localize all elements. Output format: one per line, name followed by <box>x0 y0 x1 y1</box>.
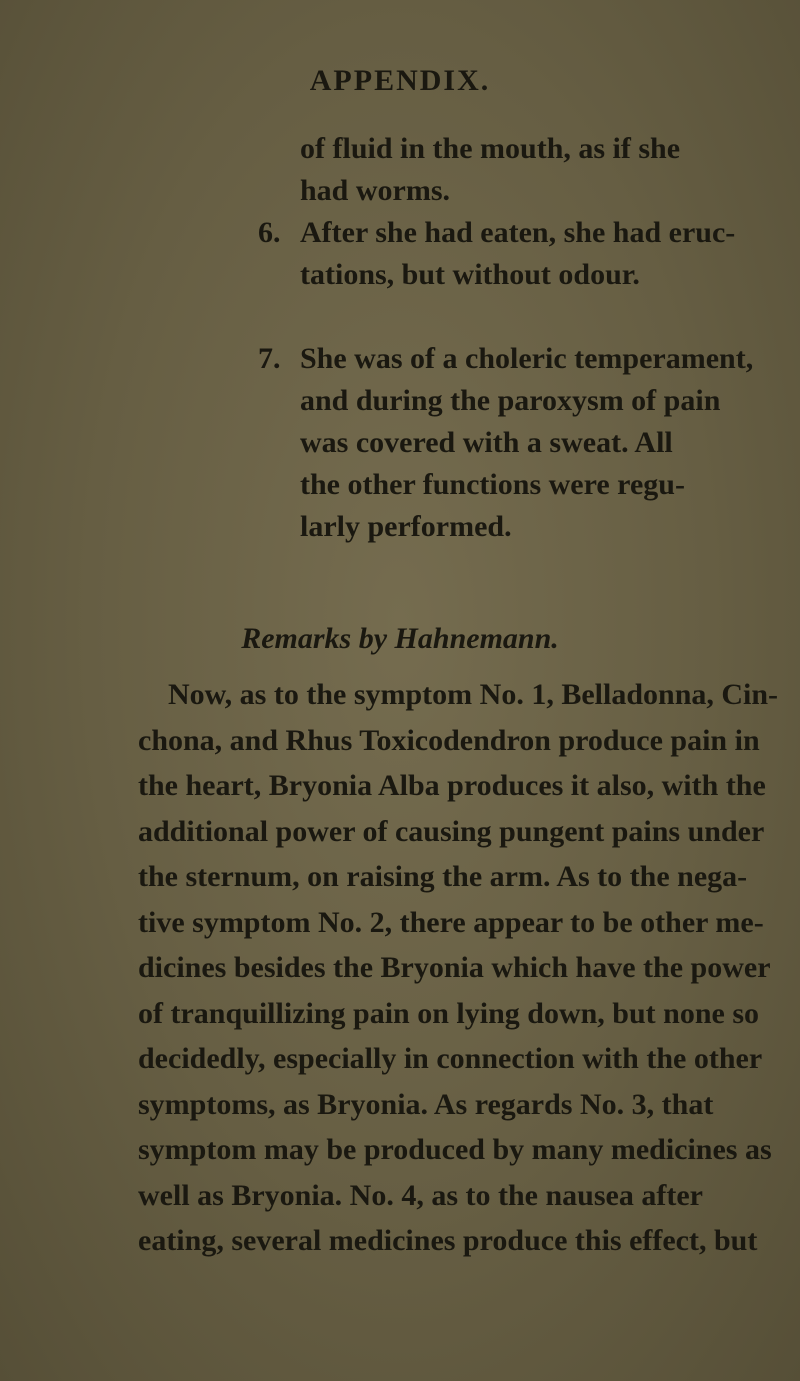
text-line: and during the paroxysm of pain <box>300 384 721 417</box>
text-line: well as Bryonia. No. 4, as to the nausea after <box>138 1178 703 1212</box>
continuation-text <box>300 128 680 212</box>
running-title: APPENDIX. <box>309 64 491 97</box>
item-number: 6. <box>258 216 281 249</box>
text-line: the other functions were regu- <box>300 468 685 501</box>
text-line: larly performed. <box>300 510 512 543</box>
text-line: tive symptom No. 2, there appear to be other me- <box>138 905 764 939</box>
text-line: chona, and Rhus Toxicodendron produce pain in <box>138 723 760 757</box>
text-line: was covered with a sweat. All <box>300 426 673 459</box>
text-line: eating, several medicines produce this effect, but <box>138 1224 758 1257</box>
text-line: the sternum, on raising the arm. As to the nega- <box>138 860 748 893</box>
item-number: 7. <box>258 342 281 375</box>
text-line: Now, as to the symptom No. 1, Belladonna, Cin- <box>168 678 779 711</box>
text-line: symptoms, as Bryonia. As regards No. 3, that <box>138 1087 714 1121</box>
text-line: symptom may be produced by many medicines as <box>138 1133 772 1166</box>
text-line: After she had eaten, she had eruc- <box>300 216 736 249</box>
text-line: tations, but without odour. <box>300 258 640 291</box>
text-line: dicines besides the Bryonia which have the power <box>138 951 771 984</box>
text-line: of tranquillizing pain on lying down, but none so <box>138 996 760 1030</box>
remarks-paragraph <box>138 672 779 1264</box>
text-line: had worms. <box>300 174 451 207</box>
text-line: She was of a choleric temperament, <box>300 342 754 375</box>
text-line: the heart, Bryonia Alba produces it also, with the <box>138 769 766 802</box>
text-line: additional power of causing pungent pains under <box>138 814 765 848</box>
text-line: decidedly, especially in connection with the other <box>138 1042 763 1075</box>
remarks-heading: Remarks by Hahnemann. <box>241 622 559 655</box>
text-line: of fluid in the mouth, as if she <box>300 132 681 165</box>
